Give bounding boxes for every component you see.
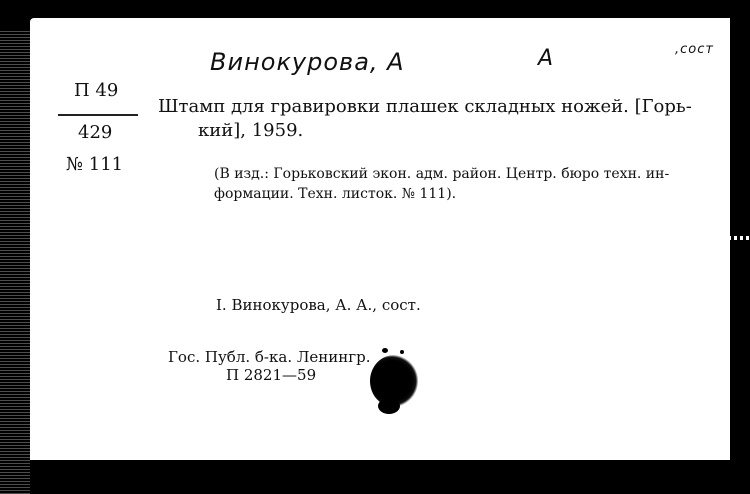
- library-line-2: П 2821—59: [226, 366, 317, 384]
- series-note-line-1: (В изд.: Горьковский экон. адм. район. Центр. бюро техн. ин-: [214, 166, 670, 182]
- ink-speck: [400, 350, 404, 354]
- shelfmark-line-1: П 49: [74, 80, 119, 101]
- shelfmark-line-2: 429: [78, 122, 113, 143]
- scan-bottom-edge: [30, 460, 750, 494]
- shelfmark-rule: [58, 114, 138, 116]
- title-line-1: Штамп для гравировки плашек складных ножей. [Горь-: [158, 96, 692, 117]
- scan-artifact: [716, 236, 750, 240]
- ink-blot-tail: [378, 398, 400, 414]
- shelfmark-line-3: № 111: [66, 154, 124, 175]
- library-line-1: Гос. Публ. б-ка. Ленингр.: [168, 348, 371, 366]
- ink-speck: [382, 348, 388, 353]
- handwritten-role: ,сост: [675, 42, 714, 57]
- handwritten-author: Винокурова, А: [210, 48, 405, 76]
- title-line-2: кий], 1959.: [198, 120, 304, 141]
- handwritten-initial: А: [538, 46, 555, 71]
- series-note-line-2: формации. Техн. листок. № 111).: [214, 186, 457, 202]
- added-entry: I. Винокурова, А. А., сост.: [216, 296, 421, 314]
